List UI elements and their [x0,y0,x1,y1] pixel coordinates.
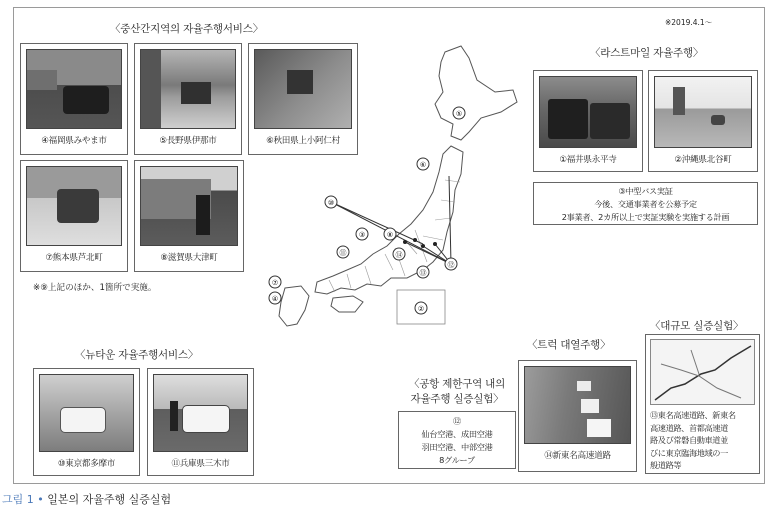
svg-text:⑥: ⑥ [419,161,427,169]
section-newtown-title: 〈뉴타운 자율주행서비스〉 [75,349,199,361]
route-map-icon [651,340,755,405]
airport-line1: 仙台空港、成田空港 [421,429,493,439]
photo-shiga [140,166,238,246]
largescale-map-image [650,339,755,405]
svg-text:⑫: ⑫ [447,261,455,269]
svg-text:⑦: ⑦ [271,279,279,287]
largescale-text [650,409,736,472]
section-airport-title-2: 자율주행 실증실험〉 [410,393,504,405]
largescale-text-2: 高速道路、首都高速道 [650,422,728,433]
svg-text:⑪: ⑪ [339,249,347,257]
caption-1: ①福井県永平寺 [559,155,617,165]
largescale-text-5: 般道路等 [650,460,682,470]
svg-text:⑤: ⑤ [455,110,463,118]
airport-num: ⑫ [453,416,461,426]
section-truck-title: 〈트럭 대열주행〉 [527,339,611,351]
map-shikoku [331,296,363,312]
marker-10 [325,196,337,208]
caption-5: ⑤長野県伊那市 [159,136,217,146]
photo-card-1 [533,70,643,172]
marker-12 [445,258,457,270]
section-airport-title-1: 〈공항 제한구역 내의 [408,378,506,390]
photo-miki [153,374,248,452]
figure-caption-text: 일본의 자율주행 실증실험 [47,493,172,506]
largescale-text-4: びに東京臨海地域の一 [650,447,728,458]
bus-trial-line2: 今後、交通事業者を公募予定 [594,199,697,209]
svg-text:③: ③ [358,231,366,239]
photo-fukuoka [26,49,122,129]
svg-text:②: ② [417,305,425,313]
photo-card-8 [134,160,244,272]
figure-caption [2,491,171,507]
largescale-text-1: ⑬東名高速道路、新東名 [650,410,736,420]
photo-card-10 [33,368,140,476]
airport-box [398,411,516,469]
other-note: ※⑨上記のほか、1箇所で実施。 [33,283,157,293]
photo-nagano [140,49,236,129]
bus-trial-box [533,182,758,225]
figure-caption-bullet: • [33,493,48,506]
section-mountain-title: 〈중산간지역의 자율주행서비스〉 [110,23,263,35]
svg-text:⑭: ⑭ [395,251,403,259]
marker-8 [384,228,396,240]
photo-kumamoto [26,166,122,246]
marker-3 [356,228,368,240]
caption-2: ②沖縄県北谷町 [674,155,732,165]
caption-11: ⑪兵庫県三木市 [171,459,230,469]
bus-trial-line1: ③中型バス実証 [618,186,673,196]
caption-4: ④福岡県みやま市 [41,136,107,146]
caption-14: ⑭新東名高速道路 [544,451,611,461]
largescale-text-3: 路及び常磐自動車道並 [650,435,728,445]
photo-card-2 [648,70,758,172]
bus-trial-line3: 2事業者、2カ所以上で実証実験を実施する計画 [561,212,730,222]
photo-card-5 [134,43,242,155]
marker-6 [417,158,429,170]
airport-line3: 8グループ [439,455,475,465]
map-kyushu [279,286,309,326]
caption-7: ⑦熊本県芦北町 [45,253,103,263]
marker-4 [269,292,281,304]
marker-2 [415,302,427,314]
airport-line2: 羽田空港、中部空港 [421,442,493,452]
photo-card-11 [147,368,254,476]
svg-text:⑩: ⑩ [327,199,335,207]
marker-11 [337,246,349,258]
map-honshu [315,146,463,294]
section-largescale-title: 〈대규모 실증실험〉 [650,320,744,332]
svg-text:⑧: ⑧ [386,231,394,239]
photo-card-4 [20,43,128,155]
largescale-box [645,334,760,474]
photo-okinawa [654,76,752,148]
figure-caption-prefix: 그림 1 [2,493,34,506]
japan-map [255,40,525,330]
caption-10: ⑩東京都多摩市 [57,459,116,469]
map-hokkaido [435,46,517,140]
photo-tama [39,374,134,452]
marker-14 [393,248,405,260]
caption-6: ⑥秋田県上小阿仁村 [266,136,340,146]
date-note: ※2019.4.1～ [665,18,713,27]
marker-7 [269,276,281,288]
svg-text:④: ④ [271,295,279,303]
marker-13 [417,266,429,278]
section-lastmile-title: 〈라스트마일 자율주행〉 [590,47,704,59]
photo-card-14 [518,360,637,472]
photo-truck [524,366,631,444]
svg-text:⑬: ⑬ [419,269,427,277]
caption-8: ⑧滋賀県大津町 [160,253,218,263]
photo-card-7 [20,160,128,272]
marker-5 [453,107,465,119]
photo-fukui [539,76,637,148]
